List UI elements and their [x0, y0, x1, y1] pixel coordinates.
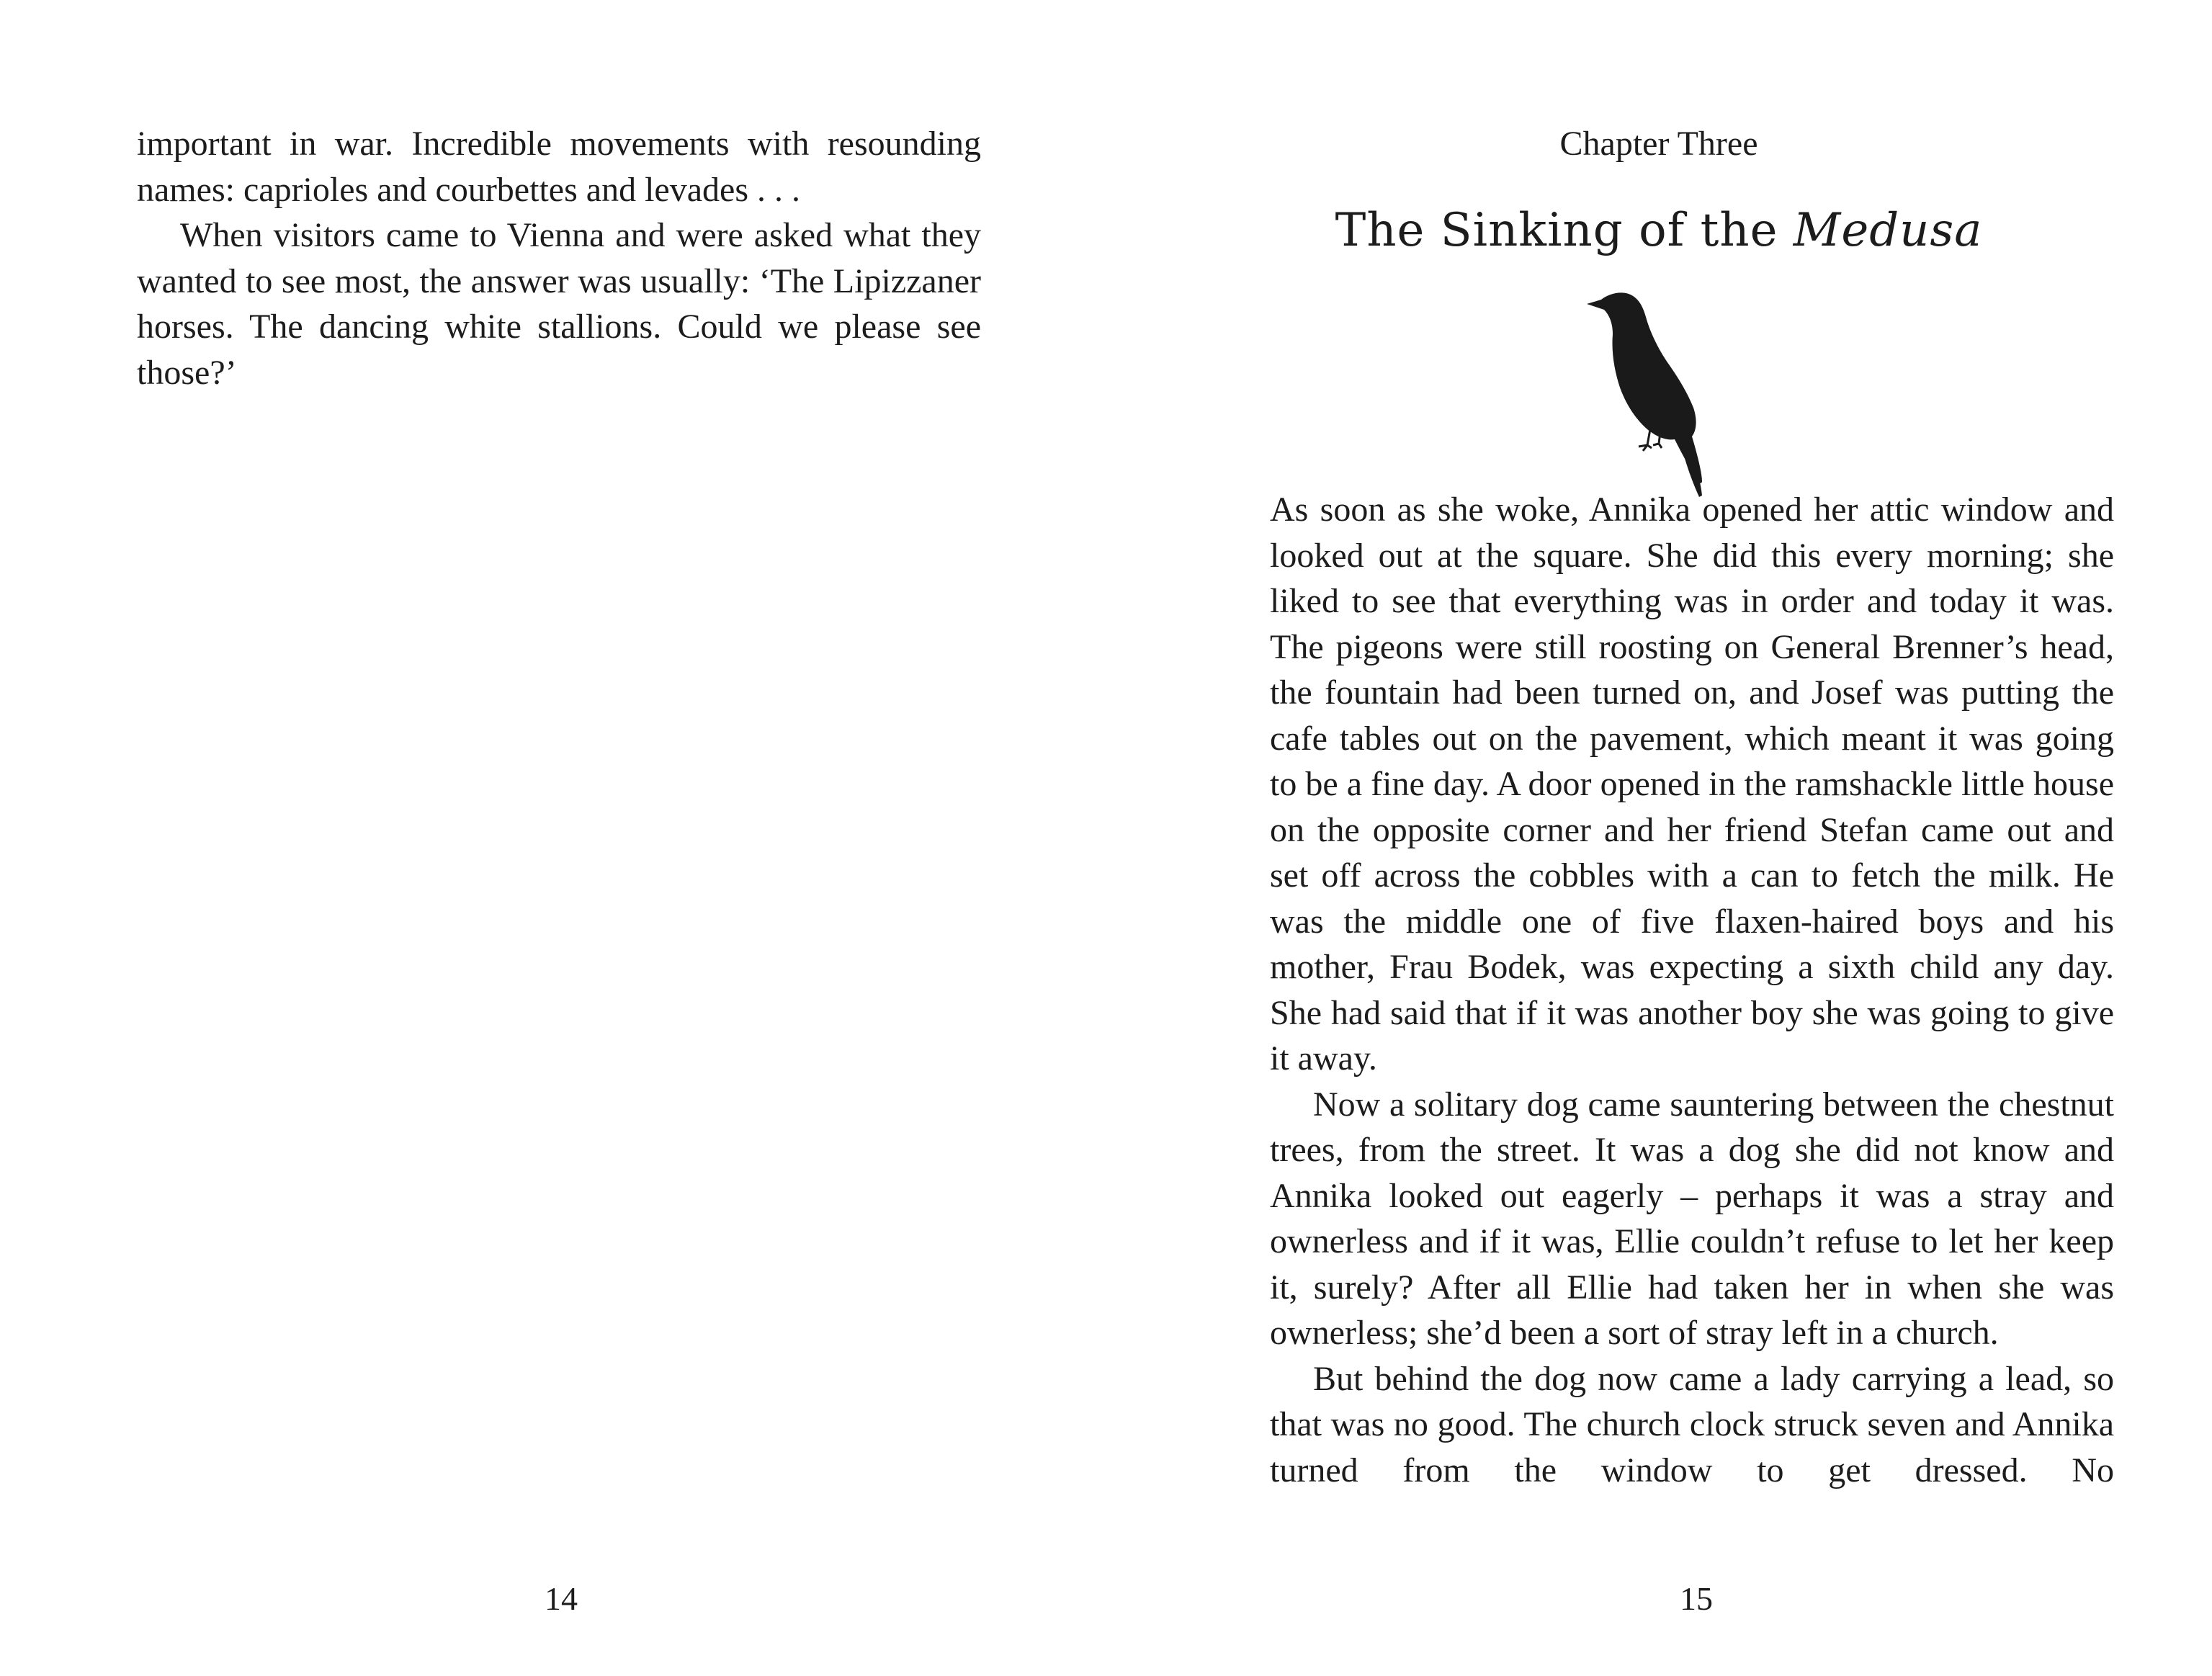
paragraph: But behind the dog now came a lady carrying a lead, so that was no good. The church clock struck seven and Annika turned from the window to get dressed. No: [1270, 1359, 2114, 1489]
chapter-title: [1106, 202, 2212, 259]
crow-silhouette-icon: [1581, 288, 1703, 498]
chapter-title-prefix: The Sinking of the: [1335, 204, 1794, 257]
chapter-label: Chapter Three: [1559, 125, 1758, 163]
page-number: 14: [545, 1580, 578, 1617]
paragraph: important in war. Incredible movements with resounding names: caprioles and courbettes and levades . . .: [137, 125, 981, 209]
right-page: [1106, 0, 2212, 1676]
right-page-body: [1270, 487, 2114, 1493]
left-page-body: [137, 121, 981, 395]
paragraph: Now a solitary dog came sauntering between the chestnut trees, from the street. It was a dog she did not know and Annika looked out eagerly – perhaps it was a stray and ownerless and if it was, Ellie couldn’t refuse to let her keep it, surely? After all Ellie had taken her in when she was ownerless; she’d been a sort of stray left in a church.: [1270, 1085, 2114, 1352]
page-number: 15: [1680, 1580, 1713, 1617]
paragraph: As soon as she woke, Annika opened her attic window and looked out at the square. She did this every morning; she liked to see that everything was in order and today it was. The pigeons were still roosting on General Brenner’s head, the fountain had been turned on, and Josef was putting the cafe tables out on the pavement, which meant it was going to be a fine day. A door opened in the ramshackle little house on the opposite corner and her friend Stefan came out and set off across the cobbles with a can to fetch the milk. He was the middle one of five flaxen-haired boys and his mother, Frau Bodek, was expecting a sixth child any day. She had said that if it was another boy she was going to give it away.: [1270, 490, 2114, 1077]
chapter-title-italic: Medusa: [1793, 204, 1983, 257]
paragraph: When visitors came to Vienna and were asked what they wanted to see most, the answer was usually: ‘The Lipizzaner horses. The dancing white stallions. Could we please see those?’: [137, 216, 981, 392]
